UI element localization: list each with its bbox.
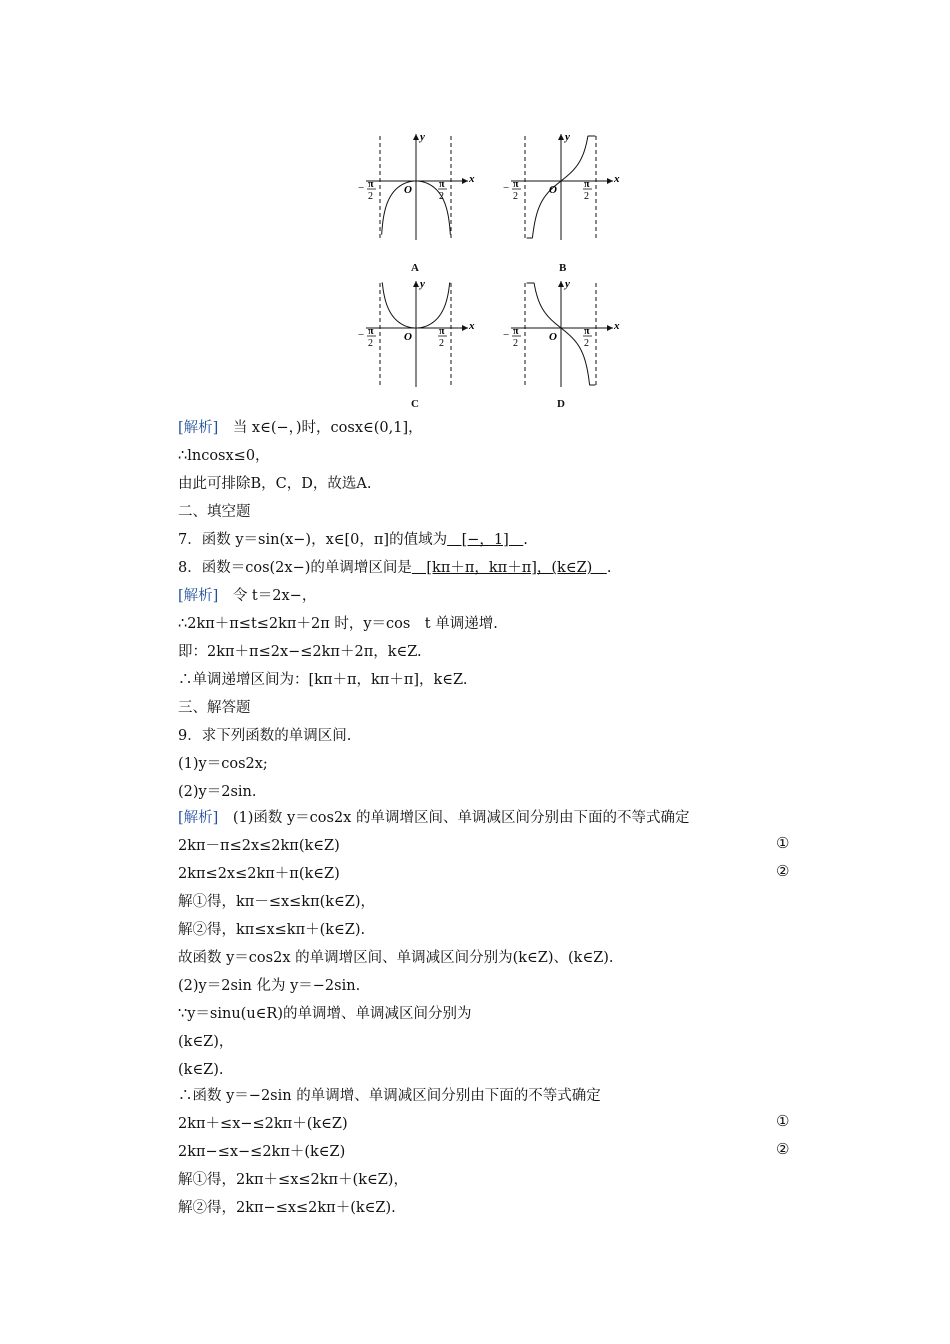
y-axis-arrow bbox=[558, 134, 564, 140]
graph-c-label: C bbox=[411, 398, 419, 410]
y-axis-label: y bbox=[420, 131, 425, 143]
line-20: 故函数 y＝cos2x 的单调增区间、单调减区间分别为(k∈Z)、(k∈Z). bbox=[178, 950, 614, 966]
graph-a-svg bbox=[350, 128, 480, 243]
two-label-right: 2 bbox=[439, 191, 444, 202]
question-8-answer: [kπ＋π，kπ＋π]，(k∈Z) bbox=[411, 560, 607, 576]
line-analysis-3 bbox=[178, 808, 689, 828]
graph-d-svg bbox=[495, 275, 625, 390]
pi-label-left: π bbox=[513, 326, 519, 337]
x-axis-arrow bbox=[607, 325, 613, 331]
pi-label-left: π bbox=[368, 179, 374, 190]
origin-label: O bbox=[549, 331, 557, 343]
x-axis-arrow bbox=[462, 178, 468, 184]
x-axis-arrow bbox=[462, 325, 468, 331]
line-8: ∴2kπ＋π≤t≤2kπ＋2π 时，y＝cos t 单调递增. bbox=[178, 616, 498, 632]
graph-d bbox=[495, 275, 625, 390]
analysis-text: 令 t＝2x−， bbox=[218, 588, 317, 604]
two-label-right: 2 bbox=[584, 191, 589, 202]
line-3: 由此可排除B，C，D，故选A. bbox=[178, 476, 372, 492]
line-19: 解②得，kπ≤x≤kπ＋(k∈Z). bbox=[178, 922, 366, 938]
question-7-period: . bbox=[523, 532, 528, 548]
graph-a-label: A bbox=[411, 262, 419, 274]
x-axis-label: x bbox=[614, 173, 620, 185]
question-9-part-1: (1)y＝cos2x; bbox=[178, 756, 268, 772]
two-label-left: 2 bbox=[368, 191, 373, 202]
line-25: ∴函数 y＝−2sin 的单调增、单调减区间分别由下面的不等式确定 bbox=[178, 1088, 601, 1104]
question-8-period: . bbox=[606, 560, 612, 576]
line-analysis-1 bbox=[178, 418, 423, 438]
inequality-1: 2kπ－π≤2x≤2kπ(k∈Z) bbox=[178, 838, 340, 854]
pi-label-right: π bbox=[439, 326, 445, 337]
pi-label-left: π bbox=[513, 179, 519, 190]
pi-label-right: π bbox=[439, 179, 445, 190]
graph-b-svg bbox=[495, 128, 625, 243]
graph-a bbox=[350, 128, 480, 243]
line-22: ∵y＝sinu(u∈R)的单调增、单调减区间分别为 bbox=[178, 1006, 472, 1022]
inequality-2: 2kπ≤2x≤2kπ＋π(k∈Z) bbox=[178, 866, 340, 882]
y-axis-arrow bbox=[413, 134, 419, 140]
line-24: (k∈Z). bbox=[178, 1062, 224, 1078]
x-axis-arrow bbox=[607, 178, 613, 184]
line-28: 解①得，2kπ＋≤x≤2kπ＋(k∈Z)， bbox=[178, 1172, 408, 1188]
section-fill-blank: 二、填空题 bbox=[178, 504, 251, 520]
section-answer: 三、解答题 bbox=[178, 700, 251, 716]
question-9: 9．求下列函数的单调区间. bbox=[178, 728, 352, 744]
question-8-text: 8．函数＝cos(2x−)的单调增区间是 bbox=[178, 560, 412, 576]
neg-sign: − bbox=[358, 329, 365, 341]
pi-label-right: π bbox=[584, 179, 590, 190]
line-analysis-2 bbox=[178, 586, 316, 606]
origin-label: O bbox=[404, 331, 412, 343]
neg-sign: − bbox=[503, 329, 510, 341]
graph-b bbox=[495, 128, 625, 243]
pi-label-left: π bbox=[368, 326, 374, 337]
question-7 bbox=[178, 530, 528, 550]
question-8 bbox=[178, 558, 611, 578]
line-29: 解②得，2kπ−≤x≤2kπ＋(k∈Z). bbox=[178, 1200, 396, 1216]
line-23: (k∈Z)， bbox=[178, 1034, 234, 1050]
question-7-text: 7．函数 y＝sin(x−)，x∈[0，π]的值域为 bbox=[178, 532, 448, 548]
neg-sign: − bbox=[358, 182, 365, 194]
marker-3: ① bbox=[776, 1112, 790, 1130]
y-axis-arrow bbox=[558, 281, 564, 287]
line-18: 解①得，kπ－≤x≤kπ(k∈Z)， bbox=[178, 894, 376, 910]
inequality-3: 2kπ＋≤x−≤2kπ＋(k∈Z) bbox=[178, 1116, 348, 1132]
analysis-tag: [解析] bbox=[178, 420, 219, 436]
line-10: ∴单调递增区间为：[kπ＋π，kπ＋π]，k∈Z. bbox=[178, 672, 468, 688]
analysis-text: (1)函数 y＝cos2x 的单调增区间、单调减区间分别由下面的不等式确定 bbox=[218, 810, 690, 826]
graph-c bbox=[350, 275, 480, 390]
two-label-left: 2 bbox=[368, 338, 373, 349]
question-9-part-2: (2)y＝2sin. bbox=[178, 784, 257, 800]
marker-4: ② bbox=[776, 1140, 790, 1158]
graph-c-svg bbox=[350, 275, 480, 390]
x-axis-label: x bbox=[614, 320, 620, 332]
analysis-text: 当 x∈(−，)时，cosx∈(0,1]， bbox=[218, 420, 423, 436]
x-axis-label: x bbox=[469, 320, 475, 332]
two-label-left: 2 bbox=[513, 338, 518, 349]
marker-2: ② bbox=[776, 862, 790, 880]
origin-label: O bbox=[404, 184, 412, 196]
line-21: (2)y＝2sin 化为 y＝−2sin. bbox=[178, 978, 361, 994]
question-7-answer: [−，1] bbox=[447, 532, 524, 548]
y-axis-arrow bbox=[413, 281, 419, 287]
pi-label-right: π bbox=[584, 326, 590, 337]
two-label-right: 2 bbox=[584, 338, 589, 349]
marker-1: ① bbox=[776, 834, 790, 852]
analysis-tag: [解析] bbox=[178, 588, 219, 604]
two-label-right: 2 bbox=[439, 338, 444, 349]
y-axis-label: y bbox=[420, 278, 425, 290]
graph-b-label: B bbox=[559, 262, 567, 274]
graph-d-label: D bbox=[557, 398, 565, 410]
neg-sign: − bbox=[503, 182, 510, 194]
x-axis-label: x bbox=[469, 173, 475, 185]
y-axis-label: y bbox=[565, 278, 570, 290]
two-label-left: 2 bbox=[513, 191, 518, 202]
line-2: ∴lncosx≤0， bbox=[178, 448, 270, 464]
inequality-4: 2kπ−≤x−≤2kπ＋(k∈Z) bbox=[178, 1144, 346, 1160]
y-axis-label: y bbox=[565, 131, 570, 143]
origin-label: O bbox=[549, 184, 557, 196]
line-9: 即：2kπ＋π≤2x−≤2kπ＋2π，k∈Z. bbox=[178, 644, 422, 660]
analysis-tag: [解析] bbox=[178, 810, 219, 826]
